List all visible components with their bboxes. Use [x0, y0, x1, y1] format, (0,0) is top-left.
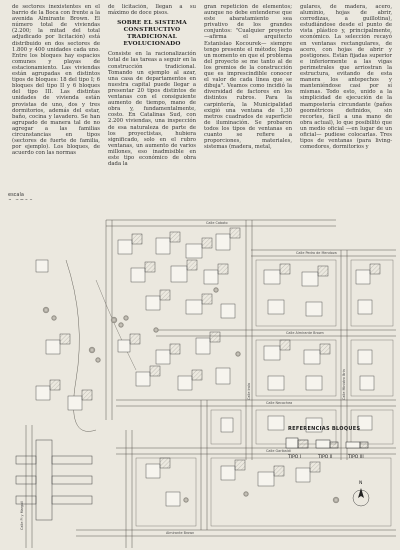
- site-plan-drawing: [6, 200, 396, 548]
- street-label-vertical: Calle Irala: [247, 383, 251, 400]
- column-3-text: gran repetición de elementos; aunque no debe entenderse que este abaratamiento sea privativo de los grandes conjuntos: "Cualquier proyecto —afirma el arquitecto Estanislao Kocourek— siempre tengo presente el método; llega un momento en que el problema del proyecto se me tanto al de los gremios de la construcción que es imprescindible conocer el valor de cada línea que se dibuja". Veamos como incidió la diversidad de factores en los distintos rubros. Para la carpintería, la Municipalidad exigió una ventana de 1,30 metros cuadrados de superficie de iluminación. Se probaron todos los tipos de ventanas en cuanto se refiere a proporciones, materiales, sistemas (madera, metal,: [204, 4, 292, 151]
- text-column-4: [300, 4, 392, 190]
- street-label-mid2: Calle Necochea: [266, 401, 293, 405]
- street-label-left: Calle Pi y Margall: [20, 500, 24, 530]
- tipo-1-label: TIPO I: [288, 455, 302, 460]
- tipo-2-label: TIPO II: [318, 455, 333, 460]
- street-label-bottom: Almirante Brown: [166, 531, 195, 535]
- street-label-right-top: Calle Pedro de Mendoza: [296, 251, 337, 255]
- street-label-mid: Calle Almirante Brown: [286, 331, 324, 335]
- site-plan: [6, 200, 396, 548]
- scale-word: escala: [8, 192, 24, 198]
- column-2-text: Consiste en la racionalización total de las tareas a seguir en la construcción tradicional. Tomando un ejemplo al azar, una casa de departamentos en nuestra capital puede llegar a presentar 20 tipos distintos de ventanas con el consiguiente aumento de tiempo, mano de obra y, fundamentalmente, costo. En Catalinas Sud, con 2.200 viviendas, una inspección de esa naturaleza de parte de los proyectistas, hubiera significado, solo en el rubro ventanas, un aumento de varios millones, eso inadmisible en este tipo económico de obra dada la: [108, 51, 196, 168]
- text-column-1: [12, 4, 100, 190]
- north-label: N: [359, 481, 363, 486]
- column-1-text: de sectores inexistentes en el barrio de la Boca con frente a la avenida Almirante Brown. El número total de viviendas (2.200; la mitad del total adjudicado por licitación) está distribuido en dos sectores de 1.800 y 400 unidades cada uno. Entre los bloques hay espacios comunes y playas de estacionamiento. Las viviendas están agrupadas en distintos tipos de bloques: 18 del tipo I; 6 bloques del tipo II y 6 bloques del tipo III. Las distintas unidades de vivienda están provistas de uno, dos y tres dormitorios, además del estar, baño, cocina y lavadero. Se han agrupado de manera tal de no agregar a las familias circunstancias en tipos (sectores de fuerte de familia, por ejemplo). Los bloques, de acuerdo con las normas: [12, 4, 100, 157]
- section-heading: SOBRE EL SISTEMA CONSTRUCTIVO TRADICIONAL EVOLUCIONADO: [117, 20, 187, 47]
- street-label-top: Calle Caboto: [206, 221, 228, 225]
- text-column-3: [204, 4, 292, 190]
- column-4-text: gulares, de madera, acero, aluminio, hojas de abrir, corredizas, a guillotina), estudiándose desde el punto de vista plástico y, principalmente, económico. La selección recayó en ventanas rectangulares, de acero, con hojas de abrir y postigones. Están fijadas superior e inferiormente a las vigas perimetrales que arriostran la estructura, evitando de esta manera los antepechos y manteniéndose casi por sí mismas. Todo esto, unido a la simplicidad de ejecución de la mampostería circundante (paños geométricos definidos, sin recortes, fácil a una mano de obra actual), lo que posibilitó que un medio oficial —en lugar de un oficial— pudiese colocarlas. Tres tipos de ventanas (para living-comedores, dormitorios y: [300, 4, 392, 151]
- text-columns: [12, 4, 394, 190]
- column-2-intro: de licitación, llegan a su máximo de doce pisos.: [108, 4, 196, 17]
- street-label-lower: Calle Garibaldi: [266, 449, 291, 453]
- tipo-3-label: TIPO III: [348, 455, 364, 460]
- references-title: REFERENCIAS BLOQUES: [288, 426, 361, 432]
- text-column-2: [108, 4, 196, 190]
- street-label-vertical-2: Calle Ministro Brin: [342, 369, 346, 400]
- block-references: [286, 426, 368, 460]
